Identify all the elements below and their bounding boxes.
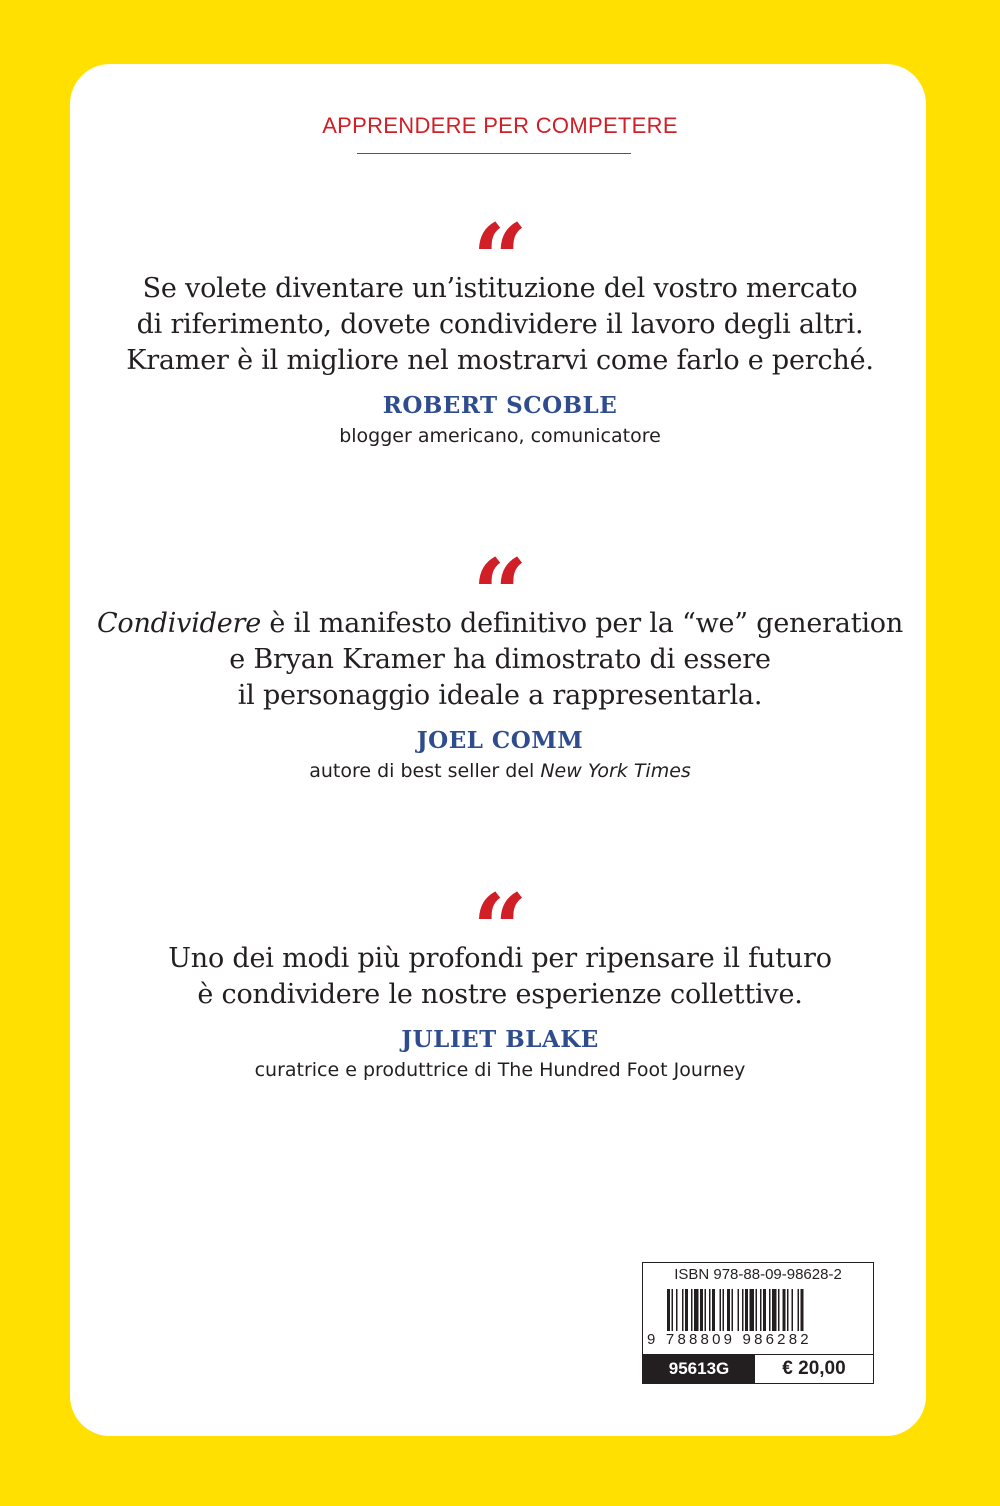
barcode-bar xyxy=(763,1289,766,1331)
quote-mark-icon: “ xyxy=(472,873,528,986)
publication-title: New York Times xyxy=(540,760,691,782)
barcode-bar xyxy=(720,1289,722,1331)
quote-author: ROBERT SCOBLE xyxy=(382,392,618,419)
barcode-bar xyxy=(691,1289,693,1331)
barcode-bar xyxy=(694,1289,699,1331)
barcode-bar xyxy=(676,1289,678,1331)
quote-line: Se volete diventare un’istituzione del vostro mercato xyxy=(142,273,858,304)
quote-block xyxy=(0,540,1000,784)
quote-author-role: curatrice e produttrice di The Hundred Foot Journey xyxy=(254,1059,746,1081)
quote-text xyxy=(0,941,1000,1013)
barcode-bar xyxy=(685,1289,688,1331)
barcode-bar xyxy=(732,1289,734,1331)
quote-mark-icon: “ xyxy=(472,538,528,651)
series-divider xyxy=(357,153,631,154)
barcode-bar xyxy=(745,1289,748,1331)
price-label: € 20,00 xyxy=(782,1358,846,1379)
barcode-bar xyxy=(727,1289,730,1331)
isbn-label: ISBN 978-88-09-98628-2 xyxy=(674,1266,842,1283)
barcode-bar xyxy=(700,1289,703,1331)
barcode-bar xyxy=(801,1289,804,1331)
quote-author: JOEL COMM xyxy=(416,727,584,754)
barcode-bar xyxy=(667,1289,670,1331)
barcode-bar xyxy=(769,1289,771,1331)
barcode-bar xyxy=(787,1289,789,1331)
barcode-bar xyxy=(738,1289,740,1331)
price-row xyxy=(643,1354,873,1383)
barcode-bar xyxy=(723,1289,725,1331)
barcode-bar xyxy=(798,1289,800,1331)
quote-line xyxy=(0,606,1000,642)
quote-line: Kramer è il migliore nel mostrarvi come farlo e perché. xyxy=(126,345,874,376)
quote-block xyxy=(0,875,1000,1083)
quote-block xyxy=(0,205,1000,449)
barcode-bar xyxy=(760,1289,762,1331)
barcode-bar xyxy=(783,1289,786,1331)
quote-author: JULIET BLAKE xyxy=(401,1026,599,1053)
barcode-bar xyxy=(756,1289,758,1331)
quote-line: di riferimento, dovete condividere il lavoro degli altri. xyxy=(136,309,864,340)
barcode-digits: 9 788809 986282 xyxy=(647,1331,812,1348)
barcode-bar xyxy=(772,1289,777,1331)
barcode-bar xyxy=(742,1289,744,1331)
quote-line: è condividere le nostre esperienze collettive. xyxy=(197,979,803,1010)
quote-text xyxy=(0,606,1000,714)
quote-author-role xyxy=(0,758,1000,784)
quote-line-rest: è il manifesto definitivo per la “we” generation xyxy=(261,608,904,639)
barcode-bar xyxy=(709,1289,711,1331)
role-prefix: autore di best seller del xyxy=(309,760,541,782)
quote-author-role: blogger americano, comunicatore xyxy=(339,425,661,447)
barcode-bar xyxy=(705,1289,707,1331)
product-code: 95613G xyxy=(643,1355,755,1383)
barcode-bar xyxy=(682,1289,684,1331)
quote-line: e Bryan Kramer ha dimostrato di essere xyxy=(229,644,771,675)
barcode-bar xyxy=(792,1289,794,1331)
barcode-bar xyxy=(778,1289,780,1331)
barcode-bar xyxy=(750,1289,755,1331)
series-title: APPRENDERE PER COMPETERE xyxy=(322,113,678,138)
quote-mark-icon: “ xyxy=(472,203,528,316)
barcode-box xyxy=(642,1262,874,1384)
book-title: Condividere xyxy=(96,608,261,639)
barcode-bar xyxy=(712,1289,715,1331)
barcode-bar xyxy=(672,1289,674,1331)
quote-line: Uno dei modi più profondi per ripensare il futuro xyxy=(168,943,832,974)
quote-line: il personaggio ideale a rappresentarla. xyxy=(237,680,763,711)
quote-text xyxy=(0,271,1000,379)
barcode-icon xyxy=(667,1289,855,1331)
